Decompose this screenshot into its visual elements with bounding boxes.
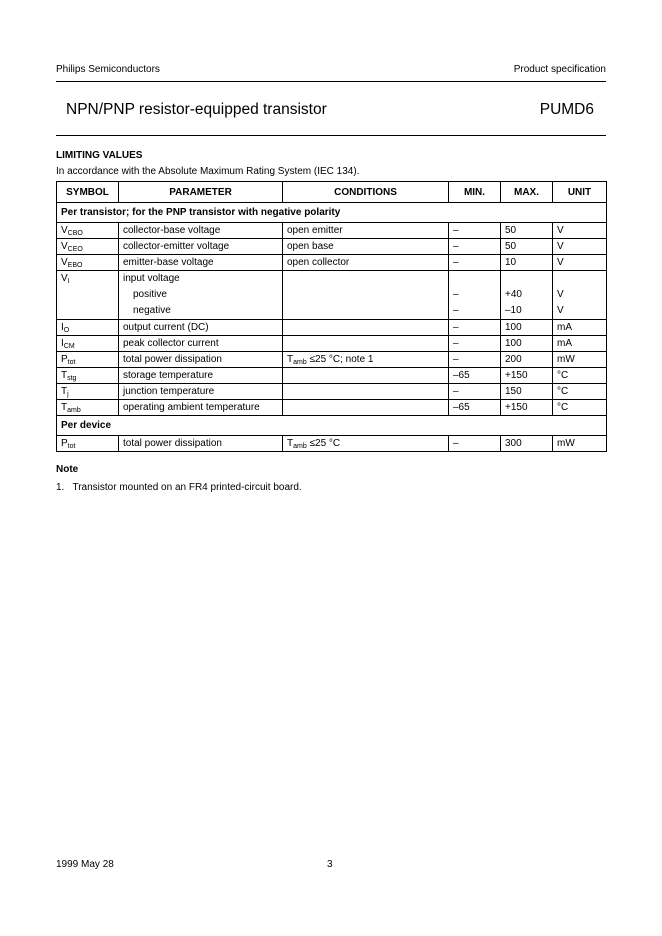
section-subheading: In accordance with the Absolute Maximum Rating System (IEC 134). (56, 166, 360, 177)
conditions-cell: open emitter (283, 223, 449, 239)
conditions-cell: $T_{amb} \le 25$ °C; note 1 (283, 352, 449, 368)
parameter-cell: output current (DC) (119, 320, 283, 336)
symbol-cell: $T_{stg}$ (57, 368, 119, 384)
col-header-parameter: PARAMETER (119, 182, 283, 203)
col-header-conditions: CONDITIONS (283, 182, 449, 203)
max-cell: +150 (501, 400, 553, 416)
conditions-cell (283, 400, 449, 416)
max-cell: +150 (501, 368, 553, 384)
col-header-symbol: SYMBOL (57, 182, 119, 203)
table-row (57, 436, 607, 452)
symbol-cell: $I_{CM}$ (57, 336, 119, 352)
unit-cell: V (553, 239, 607, 255)
group-label: Per transistor; for the PNP transistor with negative polarity (57, 203, 607, 223)
parameter-cell: collector-emitter voltage (119, 239, 283, 255)
max-cell: +40 –10 (501, 271, 553, 320)
parameter-cell: operating ambient temperature (119, 400, 283, 416)
min-cell: – (449, 320, 501, 336)
table-row-input-voltage (57, 271, 607, 320)
min-cell: –65 (449, 368, 501, 384)
note-item: 1. Transistor mounted on an FR4 printed-circuit board. (56, 482, 302, 493)
max-cell: 10 (501, 255, 553, 271)
symbol-cell: $V_{EBO}$ (57, 255, 119, 271)
table-row (57, 320, 607, 336)
min-cell: –65 (449, 400, 501, 416)
conditions-cell: open base (283, 239, 449, 255)
max-cell: 50 (501, 239, 553, 255)
group-label: Per device (57, 416, 607, 436)
unit-cell: mA (553, 336, 607, 352)
conditions-cell: open collector (283, 255, 449, 271)
group-row-per-transistor (57, 203, 607, 223)
note-heading: Note (56, 464, 79, 475)
table-row (57, 223, 607, 239)
col-header-unit: UNIT (553, 182, 607, 203)
unit-cell: mW (553, 352, 607, 368)
unit-cell: V (553, 223, 607, 239)
title-divider (56, 135, 606, 136)
table-header-row (57, 182, 607, 203)
header-divider (56, 81, 606, 82)
parameter-cell: emitter-base voltage (119, 255, 283, 271)
max-cell: 300 (501, 436, 553, 452)
parameter-cell: junction temperature (119, 384, 283, 400)
unit-cell: mW (553, 436, 607, 452)
col-header-max: MAX. (501, 182, 553, 203)
min-cell: – (449, 223, 501, 239)
max-cell: 100 (501, 336, 553, 352)
unit-cell: °C (553, 368, 607, 384)
min-cell: – (449, 255, 501, 271)
unit-cell: °C (553, 400, 607, 416)
unit-cell: °C (553, 384, 607, 400)
min-cell: – – (449, 271, 501, 320)
parameter-cell: collector-base voltage (119, 223, 283, 239)
company-name: Philips Semiconductors (56, 64, 160, 75)
unit-cell: V V (553, 271, 607, 320)
limiting-values-table (56, 181, 607, 452)
page-number: 3 (327, 859, 333, 870)
unit-cell: mA (553, 320, 607, 336)
max-cell: 200 (501, 352, 553, 368)
table-row (57, 255, 607, 271)
symbol-cell: $P_{tot}$ (57, 436, 119, 452)
symbol-cell: $T_j$ (57, 384, 119, 400)
conditions-cell (283, 320, 449, 336)
unit-cell: V (553, 255, 607, 271)
group-row-per-device (57, 416, 607, 436)
part-number: PUMD6 (539, 101, 594, 118)
conditions-cell: $T_{amb} \le 25$ °C (283, 436, 449, 452)
min-cell: – (449, 352, 501, 368)
conditions-cell (283, 271, 449, 320)
min-cell: – (449, 384, 501, 400)
table-row (57, 384, 607, 400)
document-type: Product specification (513, 64, 606, 75)
max-cell: 50 (501, 223, 553, 239)
parameter-cell: total power dissipation (119, 352, 283, 368)
page-title: NPN/PNP resistor-equipped transistor (66, 101, 327, 118)
table-row (57, 239, 607, 255)
symbol-cell: $V_{CEO}$ (57, 239, 119, 255)
conditions-cell (283, 336, 449, 352)
parameter-cell: input voltage positive negative (119, 271, 283, 320)
min-cell: – (449, 239, 501, 255)
table-row (57, 400, 607, 416)
min-cell: – (449, 336, 501, 352)
footer-date: 1999 May 28 (56, 859, 114, 870)
section-heading: LIMITING VALUES (56, 150, 143, 161)
conditions-cell (283, 368, 449, 384)
parameter-cell: total power dissipation (119, 436, 283, 452)
parameter-cell: peak collector current (119, 336, 283, 352)
conditions-cell (283, 384, 449, 400)
max-cell: 150 (501, 384, 553, 400)
table-row (57, 352, 607, 368)
symbol-cell: $T_{amb}$ (57, 400, 119, 416)
col-header-min: MIN. (449, 182, 501, 203)
parameter-cell: storage temperature (119, 368, 283, 384)
symbol-cell: $I_O$ (57, 320, 119, 336)
max-cell: 100 (501, 320, 553, 336)
symbol-cell: $V_I$ (57, 271, 119, 320)
symbol-cell: $V_{CBO}$ (57, 223, 119, 239)
symbol-cell: $P_{tot}$ (57, 352, 119, 368)
table-row (57, 336, 607, 352)
min-cell: – (449, 436, 501, 452)
table-row (57, 368, 607, 384)
